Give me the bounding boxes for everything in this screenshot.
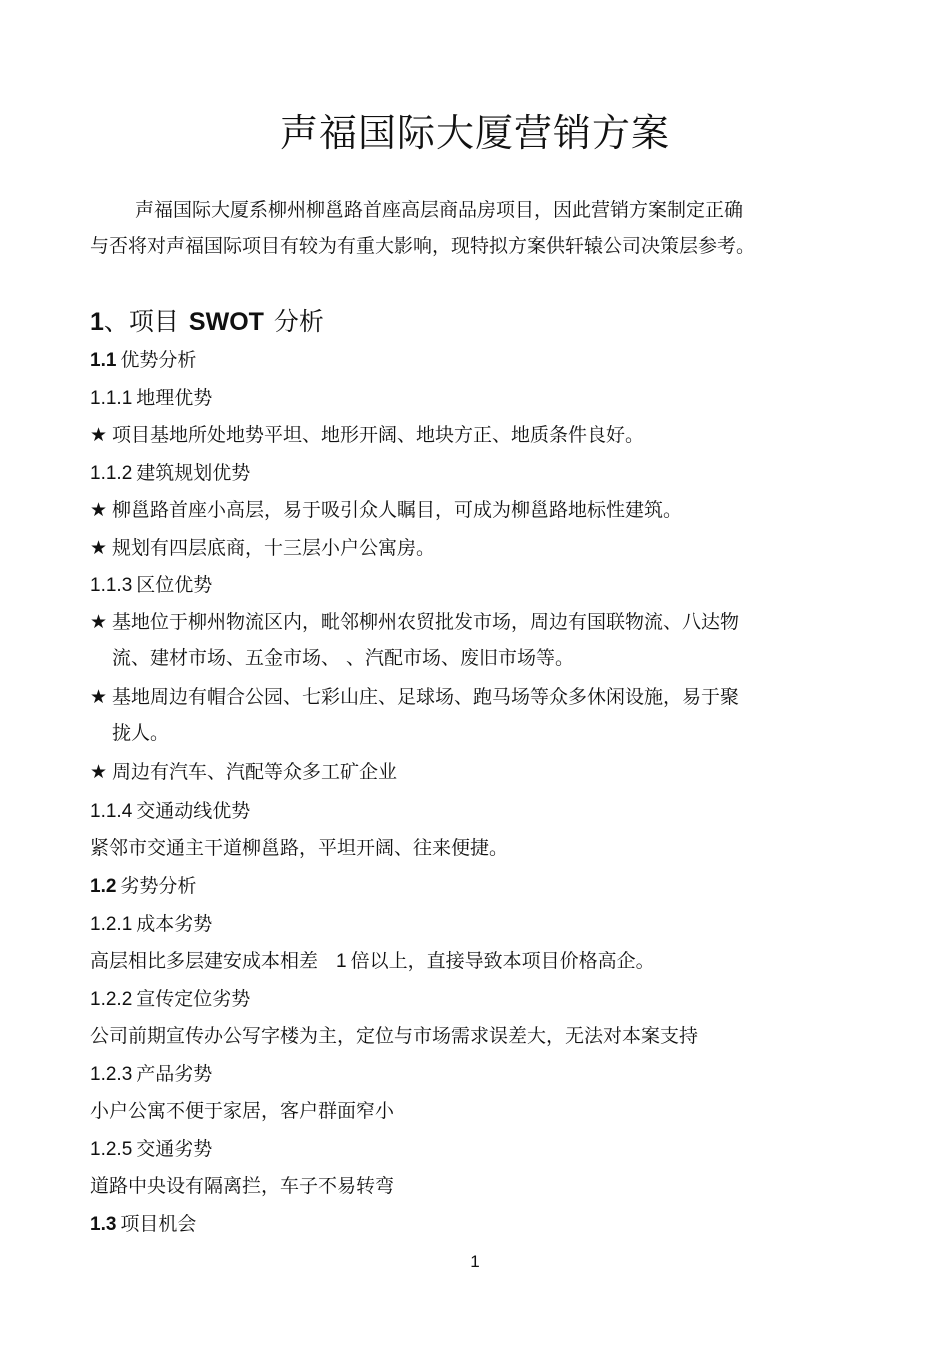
bullet-3-text: 规划有四层底商，十三层小户公寓房。 — [112, 537, 436, 559]
heading-1-2-3-number: 1.2.3 — [90, 1064, 133, 1085]
heading-1-2-2-number: 1.2.2 — [90, 989, 133, 1010]
heading-1-1-1-number: 1.1.1 — [90, 388, 133, 409]
section-1-heading — [90, 303, 820, 341]
heading-1-3 — [90, 1206, 820, 1243]
bullet-4-line-1: 基地位于柳州物流区内，毗邻柳州农贸批发市场，周边有国联物流、八达物 — [112, 611, 740, 633]
section-1-swot: SWOT — [188, 308, 264, 336]
heading-1-3-number: 1.3 — [90, 1214, 117, 1235]
paragraph-2 — [90, 943, 820, 980]
heading-1-2-5-text: 交通劣势 — [136, 1138, 213, 1160]
bullet-1-text: 项目基地所处地势平坦、地形开阔、地块方正、地质条件良好。 — [112, 424, 645, 446]
paragraph-2-part-b: 倍以上，直接导致本项目价格高企。 — [350, 950, 655, 972]
heading-1-1-4 — [90, 793, 820, 830]
document-title: 声福国际大厦营销方案 — [279, 111, 670, 155]
bullet-2-text: 柳邕路首座小高层，易于吸引众人瞩目，可成为柳邕路地标性建筑。 — [112, 499, 683, 521]
bullet-4 — [90, 604, 820, 676]
star-icon: ★ — [90, 424, 108, 446]
heading-1-1-1 — [90, 380, 820, 417]
section-1-number: 1 — [90, 308, 104, 336]
paragraph-2-part-a: 高层相比多层建安成本相差 — [90, 950, 319, 972]
bullet-5 — [90, 679, 820, 751]
bullet-4-line-2: 流、建材市场、五金市场、 、汽配市场、废旧市场等。 — [112, 647, 575, 669]
heading-1-1-4-text: 交通动线优势 — [136, 800, 251, 822]
heading-1-1-4-number: 1.1.4 — [90, 801, 133, 822]
intro-paragraph — [90, 192, 820, 264]
heading-1-1-2-text: 建筑规划优势 — [136, 462, 251, 484]
bullet-2 — [90, 492, 820, 528]
heading-1-1-text: 优势分析 — [120, 349, 197, 371]
section-1-suffix: 分析 — [273, 307, 324, 336]
paragraph-3: 公司前期宣传办公写字楼为主，定位与市场需求误差大，无法对本案支持 — [90, 1025, 699, 1047]
heading-1-2-1-text: 成本劣势 — [136, 913, 213, 935]
heading-1-2-number: 1.2 — [90, 876, 117, 897]
heading-1-1-number: 1.1 — [90, 350, 117, 371]
intro-line-1: 声福国际大厦系柳州柳邕路首座高层商品房项目，因此营销方案制定正确 — [135, 199, 744, 221]
bullet-6-text: 周边有汽车、汽配等众多工矿企业 — [112, 761, 398, 783]
heading-1-1-3-text: 区位优势 — [136, 574, 213, 596]
heading-1-2-3 — [90, 1056, 820, 1093]
star-icon: ★ — [90, 499, 108, 521]
heading-1-2-1-number: 1.2.1 — [90, 914, 133, 935]
bullet-5-line-1: 基地周边有帽合公园、七彩山庄、足球场、跑马场等众多休闲设施，易于聚 — [112, 686, 740, 708]
heading-1-2 — [90, 868, 820, 905]
intro-line-2: 与否将对声福国际项目有较为有重大影响，现特拟方案供轩辕公司决策层参考。 — [90, 235, 756, 257]
heading-1-2-text: 劣势分析 — [120, 875, 197, 897]
heading-1-1-2 — [90, 455, 820, 492]
star-icon: ★ — [90, 611, 108, 633]
paragraph-5: 道路中央设有隔离拦，车子不易转弯 — [90, 1175, 395, 1197]
heading-1-2-5 — [90, 1131, 820, 1168]
star-icon: ★ — [90, 686, 108, 708]
paragraph-1: 紧邻市交通主干道柳邕路，平坦开阔、往来便捷。 — [90, 837, 509, 859]
bullet-1 — [90, 417, 820, 453]
heading-1-3-text: 项目机会 — [120, 1213, 197, 1235]
heading-1-1-3 — [90, 567, 820, 604]
heading-1-1 — [90, 342, 820, 379]
page-number: 1 — [470, 1252, 480, 1271]
heading-1-1-1-text: 地理优势 — [136, 387, 213, 409]
paragraph-4: 小户公寓不便于家居，客户群面窄小 — [90, 1100, 395, 1122]
heading-1-2-5-number: 1.2.5 — [90, 1139, 133, 1160]
heading-1-2-1 — [90, 906, 820, 943]
heading-1-2-3-text: 产品劣势 — [136, 1063, 213, 1085]
star-icon: ★ — [90, 761, 108, 783]
star-icon: ★ — [90, 537, 108, 559]
bullet-5-line-2: 拢人。 — [112, 722, 170, 744]
heading-1-2-2 — [90, 981, 820, 1018]
heading-1-1-3-number: 1.1.3 — [90, 575, 133, 596]
heading-1-2-2-text: 宣传定位劣势 — [136, 988, 251, 1010]
bullet-6 — [90, 754, 820, 790]
section-1-prefix: 、项目 — [103, 307, 179, 336]
paragraph-2-number: 1 — [336, 951, 347, 972]
heading-1-1-2-number: 1.1.2 — [90, 463, 133, 484]
bullet-3 — [90, 530, 820, 566]
